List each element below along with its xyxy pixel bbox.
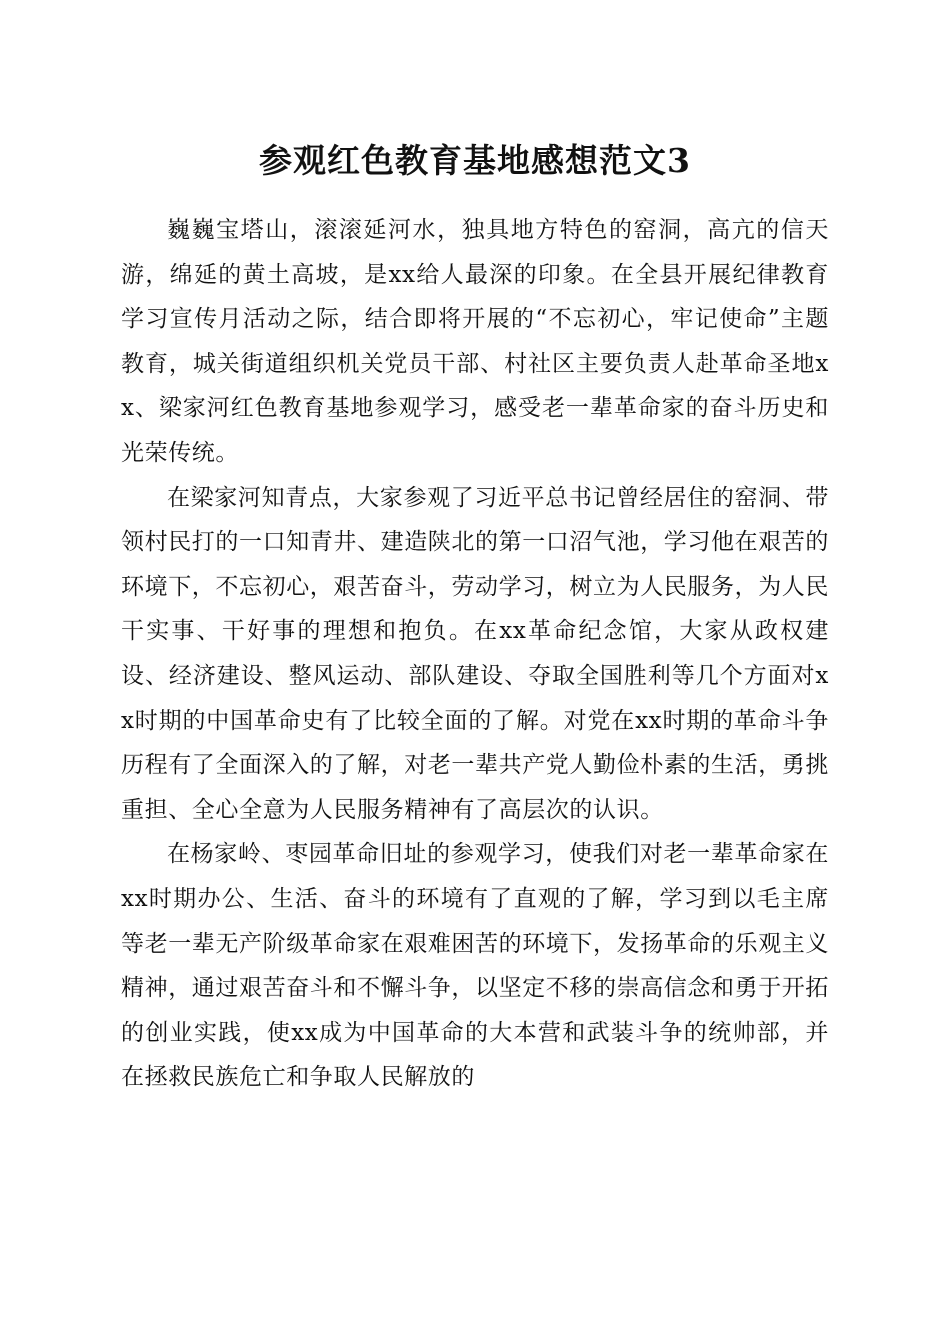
document-title: 参观红色教育基地感想范文3: [259, 141, 691, 180]
paragraph-1: 巍巍宝塔山，滚滚延河水，独具地方特色的窑洞，高亢的信天游，绵延的黄土高坡，是xx给人最深的印象。在全县开展纪律教育学习宣传月活动之际，结合即将开展的“不忘初心，牢记使命”主题教育，城关街道组织机关党员干部、村社区主要负责人赴革命圣地xx、梁家河红色教育基地参观学习，感受老一辈革命家的奋斗历史和光荣传统。: [121, 217, 829, 466]
paragraph-3: 在杨家岭、枣园革命旧址的参观学习，使我们对老一辈革命家在xx时期办公、生活、奋斗的环境有了直观的了解，学习到以毛主席等老一辈无产阶级革命家在艰难困苦的环境下，发扬革命的乐观主义精神，通过艰苦奋斗和不懈斗争，以坚定不移的崇高信念和勇于开拓的创业实践，使xx成为中国革命的大本营和武装斗争的统帅部，并在拯救民族危亡和争取人民解放的: [121, 841, 829, 1091]
paragraph-2: 在梁家河知青点，大家参观了习近平总书记曾经居住的窑洞、带领村民打的一口知青井、建造陕北的第一口沼气池，学习他在艰苦的环境下，不忘初心，艰苦奋斗，劳动学习，树立为人民服务，为人民干实事、干好事的理想和抱负。在xx革命纪念馆，大家从政权建设、经济建设、整风运动、部队建设、夺取全国胜利等几个方面对xx时期的中国革命史有了比较全面的了解。对党在xx时期的革命斗争历程有了全面深入的了解，对老一辈共产党人勤俭朴素的生活，勇挑重担、全心全意为人民服务精神有了高层次的认识。: [121, 484, 829, 823]
document-body: [121, 208, 829, 1100]
